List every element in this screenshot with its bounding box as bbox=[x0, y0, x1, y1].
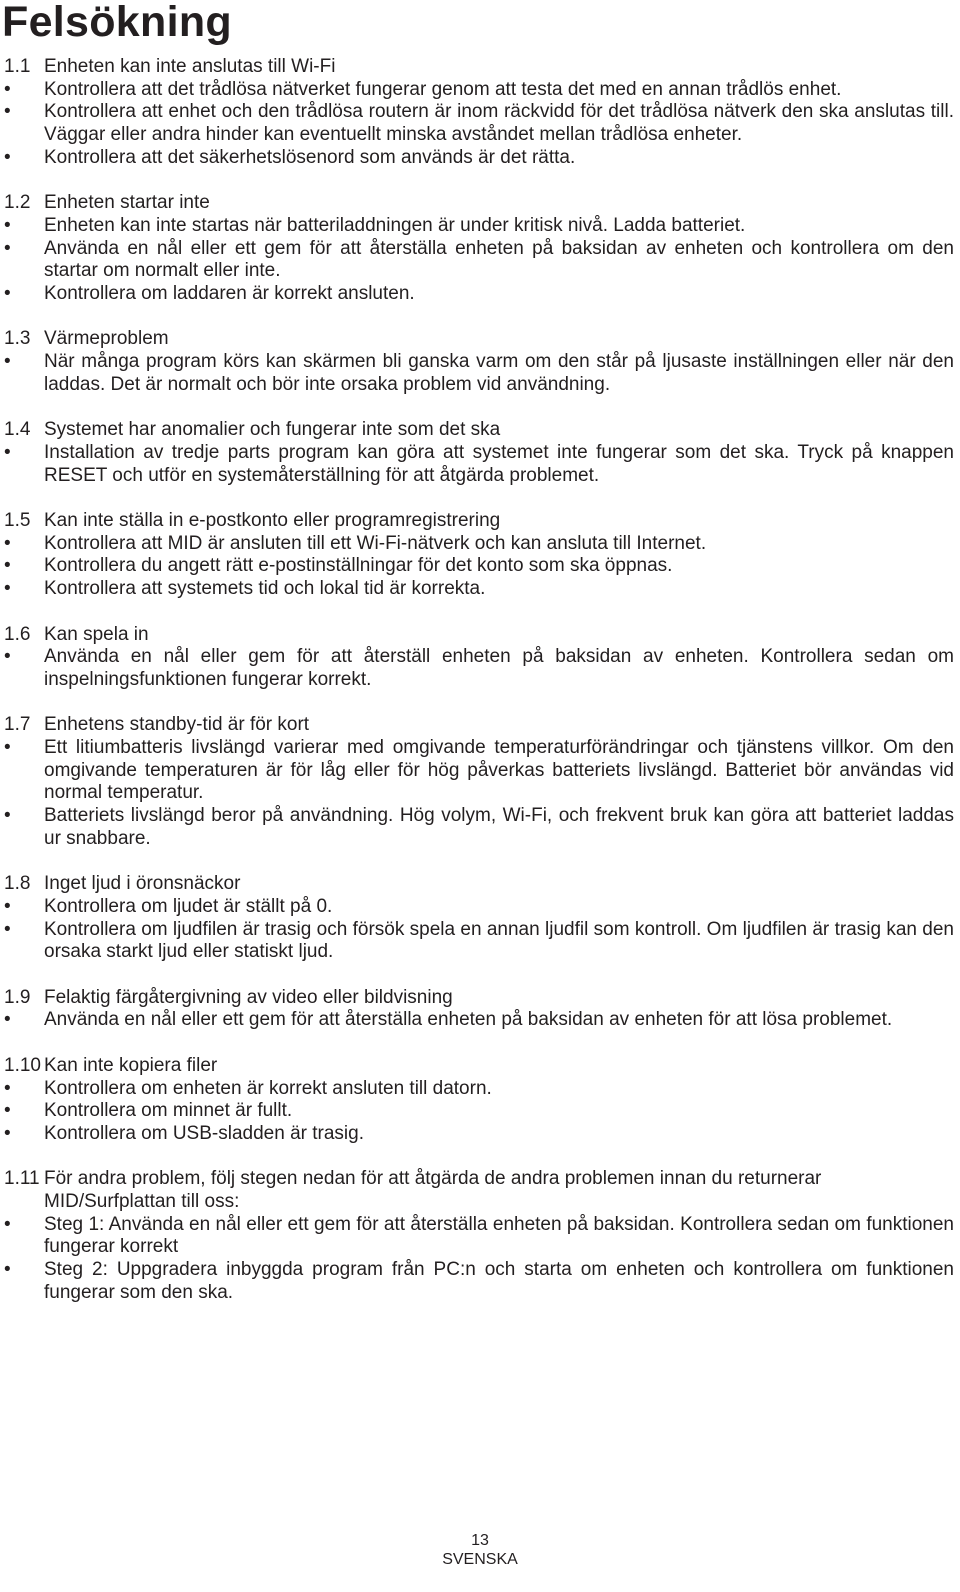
list-item bbox=[4, 805, 954, 850]
bullet-icon: • bbox=[4, 101, 11, 123]
bullet-icon: • bbox=[4, 1213, 11, 1235]
bullet-icon: • bbox=[4, 1259, 11, 1281]
list-item-text: Använda en nål eller ett gem för att återställa enheten på baksidan av enheten och kontrollera om den startar om normalt eller inte. bbox=[44, 237, 954, 282]
troubleshooting-sections bbox=[4, 56, 954, 1327]
section-heading bbox=[4, 56, 954, 79]
list-item-text: Kontrollera om laddaren är korrekt ansluten. bbox=[44, 283, 415, 305]
list-item bbox=[4, 215, 954, 238]
list-item bbox=[4, 1078, 954, 1101]
section-heading bbox=[4, 192, 954, 215]
bullet-icon: • bbox=[4, 1122, 11, 1144]
list-item-text: Kontrollera om ljudfilen är trasig och försök spela en annan ljudfil som kontroll. Om ljudfilen är trasig kan den orsaka starkt ljud eller statiskt ljud. bbox=[44, 918, 954, 963]
list-item bbox=[4, 1214, 954, 1259]
list-item bbox=[4, 238, 954, 283]
section-heading-text: Enheten startar inte bbox=[44, 192, 210, 214]
list-item-text: Kontrollera om USB-sladden är trasig. bbox=[44, 1122, 364, 1144]
list-item bbox=[4, 101, 954, 146]
section bbox=[4, 510, 954, 601]
list-item-text: Steg 1: Använda en nål eller ett gem för att återställa enheten på baksidan. Kontrollera sedan om funktionen fungerar korrekt bbox=[44, 1213, 954, 1258]
list-item-text: Använda en nål eller gem för att återställ enheten på baksidan av enheten. Kontrollera sedan om inspelningsfunktionen fungerar korrekt. bbox=[44, 646, 954, 690]
section bbox=[4, 328, 954, 396]
list-item bbox=[4, 578, 954, 601]
bullet-icon: • bbox=[4, 578, 11, 600]
section-number: 1.8 bbox=[4, 873, 31, 895]
list-item-text: Kontrollera att MID är ansluten till ett Wi-Fi-nätverk och kan ansluta till Internet. bbox=[44, 532, 707, 554]
bullet-icon: • bbox=[4, 1077, 11, 1099]
list-item bbox=[4, 555, 954, 578]
section-heading-text: Felaktig färgåtergivning av video eller bildvisning bbox=[44, 986, 453, 1008]
bullet-icon: • bbox=[4, 646, 11, 668]
bullet-icon: • bbox=[4, 805, 11, 827]
bullet-icon: • bbox=[4, 1100, 11, 1122]
list-item-text: Kontrollera om minnet är fullt. bbox=[44, 1100, 293, 1122]
section-heading-text: För andra problem, följ stegen nedan för att åtgärda de andra problemen innan du returnerar MID/Surfplattan till oss: bbox=[44, 1168, 822, 1212]
section-heading bbox=[4, 510, 954, 533]
section-number: 1.9 bbox=[4, 986, 31, 1008]
section-number: 1.1 bbox=[4, 56, 31, 77]
section bbox=[4, 624, 954, 692]
page-footer bbox=[0, 1531, 960, 1569]
section-heading bbox=[4, 987, 954, 1010]
section-heading-text: Värmeproblem bbox=[44, 328, 169, 350]
list-item-text: Kontrollera om enheten är korrekt ansluten till datorn. bbox=[44, 1077, 492, 1099]
list-item bbox=[4, 1123, 954, 1146]
list-item bbox=[4, 283, 954, 306]
page-title: Felsökning bbox=[2, 0, 232, 46]
list-item bbox=[4, 79, 954, 102]
bullet-icon: • bbox=[4, 737, 11, 758]
bullet-icon: • bbox=[4, 918, 11, 940]
section bbox=[4, 1055, 954, 1146]
bullet-icon: • bbox=[4, 1009, 11, 1031]
section-number: 1.2 bbox=[4, 192, 31, 214]
section-heading bbox=[4, 1055, 954, 1078]
section bbox=[4, 987, 954, 1032]
section-heading bbox=[4, 1168, 954, 1213]
list-item bbox=[4, 646, 954, 691]
list-item bbox=[4, 351, 954, 396]
bullet-icon: • bbox=[4, 78, 11, 100]
section-number: 1.4 bbox=[4, 419, 31, 441]
section-number: 1.5 bbox=[4, 510, 31, 531]
footer-language: SVENSKA bbox=[442, 1551, 518, 1568]
list-item bbox=[4, 533, 954, 556]
section bbox=[4, 873, 954, 964]
list-item bbox=[4, 147, 954, 170]
page-number: 13 bbox=[471, 1532, 489, 1549]
bullet-icon: • bbox=[4, 146, 11, 168]
section-heading bbox=[4, 419, 954, 442]
list-item-text: Kontrollera att enhet och den trådlösa routern är inom räckvidd för det trådlösa nätverk den ska anslutas till. Väggar eller andra hinder kan eventuellt minska avståndet mellan trådlösa enheter. bbox=[44, 101, 954, 146]
bullet-icon: • bbox=[4, 441, 11, 463]
list-item bbox=[4, 442, 954, 487]
list-item-text: Batteriets livslängd beror på användning. Hög volym, Wi-Fi, och frekvent bruk kan göra att batteriet laddas ur snabbare. bbox=[44, 805, 954, 849]
bullet-icon: • bbox=[4, 351, 11, 373]
section-heading-text: Inget ljud i öronsnäckor bbox=[44, 873, 241, 895]
list-item bbox=[4, 1259, 954, 1304]
list-item-text: Kontrollera att det trådlösa nätverket fungerar genom att testa det med en annan trådlös enhet. bbox=[44, 78, 842, 100]
bullet-icon: • bbox=[4, 283, 11, 305]
section-number: 1.10 bbox=[4, 1054, 41, 1076]
list-item bbox=[4, 1009, 954, 1032]
bullet-icon: • bbox=[4, 214, 11, 236]
section bbox=[4, 56, 954, 170]
list-item bbox=[4, 896, 954, 919]
section-heading-text: Systemet har anomalier och fungerar inte som det ska bbox=[44, 419, 501, 441]
section-heading-text: Enhetens standby-tid är för kort bbox=[44, 714, 310, 736]
bullet-icon: • bbox=[4, 532, 11, 554]
list-item-text: Kontrollera du angett rätt e-postinställningar för det konto som ska öppnas. bbox=[44, 555, 673, 577]
bullet-icon: • bbox=[4, 895, 11, 917]
list-item bbox=[4, 919, 954, 964]
list-item-text: Kontrollera att det säkerhetslösenord som används är det rätta. bbox=[44, 146, 576, 168]
section-heading-text: Enheten kan inte anslutas till Wi-Fi bbox=[44, 56, 336, 77]
section-number: 1.11 bbox=[4, 1168, 40, 1190]
section bbox=[4, 714, 954, 850]
section-number: 1.7 bbox=[4, 714, 31, 736]
bullet-icon: • bbox=[4, 237, 11, 259]
section-number: 1.3 bbox=[4, 328, 31, 350]
section-heading bbox=[4, 328, 954, 351]
list-item-text: Kontrollera att systemets tid och lokal tid är korrekta. bbox=[44, 578, 486, 600]
list-item bbox=[4, 737, 954, 805]
section-number: 1.6 bbox=[4, 623, 31, 645]
section-heading-text: Kan inte ställa in e-postkonto eller programregistrering bbox=[44, 510, 501, 531]
list-item-text: Kontrollera om ljudet är ställt på 0. bbox=[44, 895, 333, 917]
list-item-text: Enheten kan inte startas när batteriladdningen är under kritisk nivå. Ladda batteriet. bbox=[44, 214, 746, 236]
list-item-text: Ett litiumbatteris livslängd varierar med omgivande temperaturförändringar och tjänstens villkor. Om den omgivande temperaturen är för låg eller för hög påverkas batteriets livslängd. Batteriet bör användas vid normal temperatur. bbox=[44, 737, 954, 804]
list-item-text: Steg 2: Uppgradera inbyggda program från PC:n och starta om enheten och kontrollera om funktionen fungerar som den ska. bbox=[44, 1259, 954, 1303]
section-heading bbox=[4, 714, 954, 737]
section bbox=[4, 192, 954, 306]
list-item-text: När många program körs kan skärmen bli ganska varm om den står på ljusaste inställningen eller när den laddas. Det är normalt och bör inte orsaka problem vid användning. bbox=[44, 351, 954, 395]
section-heading bbox=[4, 873, 954, 896]
bullet-icon: • bbox=[4, 555, 11, 577]
list-item-text: Installation av tredje parts program kan göra att systemet inte fungerar som det ska. Tryck på knappen RESET och utför en systemåterställning för att åtgärda problemet. bbox=[44, 441, 954, 486]
section-heading-text: Kan spela in bbox=[44, 623, 149, 645]
section bbox=[4, 419, 954, 487]
section-heading-text: Kan inte kopiera filer bbox=[44, 1054, 218, 1076]
section bbox=[4, 1168, 954, 1304]
list-item-text: Använda en nål eller ett gem för att återställa enheten på baksidan av enheten för att lösa problemet. bbox=[44, 1009, 893, 1031]
list-item bbox=[4, 1100, 954, 1123]
section-heading bbox=[4, 624, 954, 647]
